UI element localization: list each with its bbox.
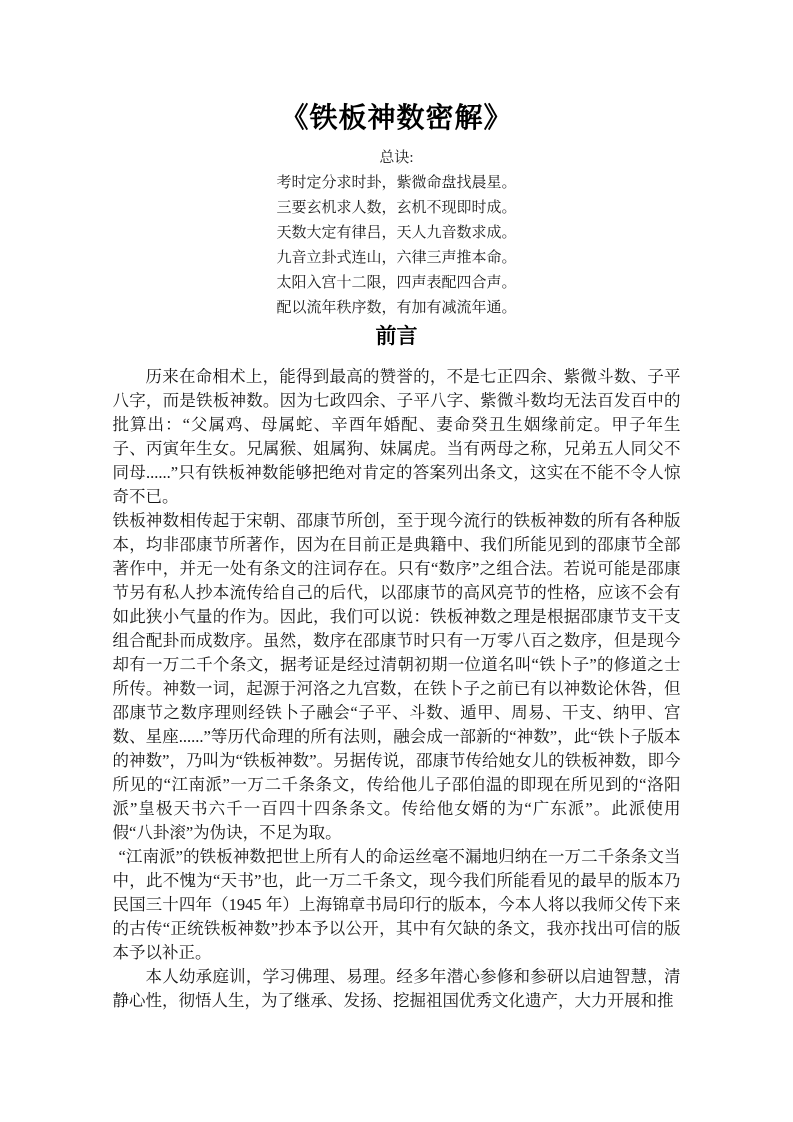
verse-line-5: 太阳入宫十二限，四声表配四合声。 [276, 275, 517, 291]
verse-line-2: 三要玄机求人数，玄机不现即时成。 [276, 200, 517, 216]
verse-block [113, 146, 681, 321]
document-title: 《铁板神数密解》 [280, 103, 513, 134]
verse-line-4: 九音立卦式连山，六律三声推本命。 [276, 250, 517, 266]
preface-paragraph-2: 铁板神数相传起于宋朝、邵康节所创，至于现今流行的铁板神数的所有各种版本，均非邵康节所著作，因为在目前正是典籍中、我们所能见到的邵康节全部著作中，并无一处有条文的注词存在。只有“数序”之组合法。若说可能是邵康节另有私人抄本流传给自己的后代，以邵康节的高风亮节的性格，应该不会有如此狭小气量的作为。因此，我们可以说：铁板神数之理是根据邵康节支干支组合配卦而成数序。虽然，数序在邵康节时只有一万零八百之数序，但是现今却有一万二千个条文，据考证是经过清朝初期一位道名叫“铁卜子”的修道之士所传。神数一词，起源于河洛之九宫数，在铁卜子之前已有以神数论休咎，但邵康节之数序理则经铁卜子融会“子平、斗数、遁甲、周易、干支、纳甲、宫数、星座......”等历代命理的所有法则，融会成一部新的“神数”，此“铁卜子版本的神数”，乃叫为“铁板神数”。另据传说，邵康节传给她女儿的铁板神数，即今所见的“江南派”一万二千条条文，传给他儿子邵伯温的即现在所见到的“洛阳派”皇极天书六千一百四十四条条文。传给他女婿的为“广东派”。此派使用假“八卦滚”为伪诀，不足为取。 [112, 511, 681, 842]
preface-paragraph-1: 历来在命相术上，能得到最高的赞誉的，不是七正四余、紫微斗数、子平八字，而是铁板神数。因为七政四余、子平八字、紫微斗数均无法百发百中的批算出：“父属鸡、母属蛇、辛酉年婚配、妻命癸丑生姻缘前定。甲子年生子、丙寅年生女。兄属猴、姐属狗、妹属虎。当有两母之称，兄弟五人同父不同母......”只有铁板神数能够把绝对肯定的答案列出条文，这实在不能不令人惊奇不已。 [112, 367, 681, 506]
verse-line-1: 考时定分求时卦，紫微命盘找晨星。 [276, 175, 517, 191]
verse-line-3: 天数大定有律吕，天人九音数求成。 [276, 225, 517, 241]
document-page [113, 0, 681, 1013]
verse-heading: 总诀: [379, 150, 414, 166]
preface-paragraph-3: “江南派”的铁板神数把世上所有人的命运丝毫不漏地归纳在一万二千条条文当中，此不愧为“天书”也，此一万二千条文，现今我们所能看见的最早的版本乃民国三十四年（1945 年）上海锦章书局印行的版本，今本人将以我师父传下来的古传“正统铁板神数”抄本予以公开，其中有欠缺的条文，我亦找出可信的版本予以补正。 [112, 847, 681, 962]
section-heading-preface: 前言 [375, 324, 418, 348]
preface-paragraph-4: 本人幼承庭训，学习佛理、易理。经多年潜心参修和参研以启迪智慧，清静心性，彻悟人生，为了继承、发扬、挖掘祖国优秀文化遗产，大力开展和推 [112, 967, 681, 1010]
verse-line-6: 配以流年秩序数，有加有减流年通。 [276, 300, 517, 316]
